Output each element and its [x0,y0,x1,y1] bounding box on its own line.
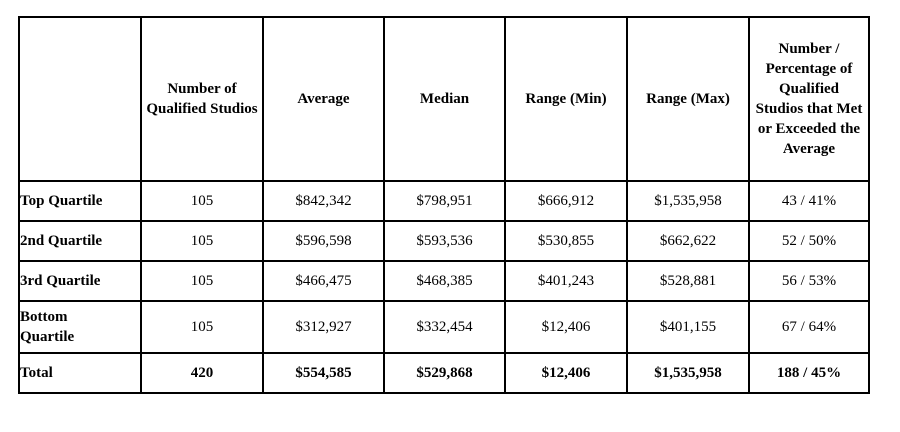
table-row-3rd-quartile [19,261,869,301]
cell-met-or-exceeded: 52 / 50% [749,221,869,261]
cell-qualified-studios: 105 [141,181,263,221]
row-label: Bottom Quartile [19,301,141,353]
cell-median: $798,951 [384,181,505,221]
cell-range-max: $1,535,958 [627,181,749,221]
header-range-max: Range (Max) [627,17,749,181]
header-row [19,17,869,181]
cell-average: $312,927 [263,301,384,353]
cell-met-or-exceeded: 43 / 41% [749,181,869,221]
cell-range-max: $401,155 [627,301,749,353]
cell-qualified-studios: 105 [141,261,263,301]
cell-average: $842,342 [263,181,384,221]
header-empty [19,17,141,181]
cell-range-min: $530,855 [505,221,627,261]
cell-median: $332,454 [384,301,505,353]
cell-median: $529,868 [384,353,505,393]
cell-average: $554,585 [263,353,384,393]
table-row-bottom-quartile [19,301,869,353]
cell-median: $468,385 [384,261,505,301]
cell-qualified-studios: 105 [141,221,263,261]
row-label: 2nd Quartile [19,221,141,261]
cell-qualified-studios: 420 [141,353,263,393]
table-row-2nd-quartile [19,221,869,261]
cell-range-min: $666,912 [505,181,627,221]
row-label: Total [19,353,141,393]
row-label: Top Quartile [19,181,141,221]
cell-range-min: $12,406 [505,353,627,393]
header-average: Average [263,17,384,181]
cell-qualified-studios: 105 [141,301,263,353]
header-median: Median [384,17,505,181]
quartile-table [18,16,870,394]
header-met-or-exceeded: Number / Percentage of Qualified Studios that Met or Exceeded the Average [749,17,869,181]
cell-range-min: $401,243 [505,261,627,301]
cell-range-max: $1,535,958 [627,353,749,393]
cell-met-or-exceeded: 188 / 45% [749,353,869,393]
header-range-min: Range (Min) [505,17,627,181]
cell-range-max: $662,622 [627,221,749,261]
cell-range-min: $12,406 [505,301,627,353]
header-number-of-qualified-studios: Number of Qualified Studios [141,17,263,181]
cell-average: $596,598 [263,221,384,261]
table-row-top-quartile [19,181,869,221]
cell-range-max: $528,881 [627,261,749,301]
table-row-total [19,353,869,393]
cell-met-or-exceeded: 56 / 53% [749,261,869,301]
cell-average: $466,475 [263,261,384,301]
cell-median: $593,536 [384,221,505,261]
row-label: 3rd Quartile [19,261,141,301]
cell-met-or-exceeded: 67 / 64% [749,301,869,353]
